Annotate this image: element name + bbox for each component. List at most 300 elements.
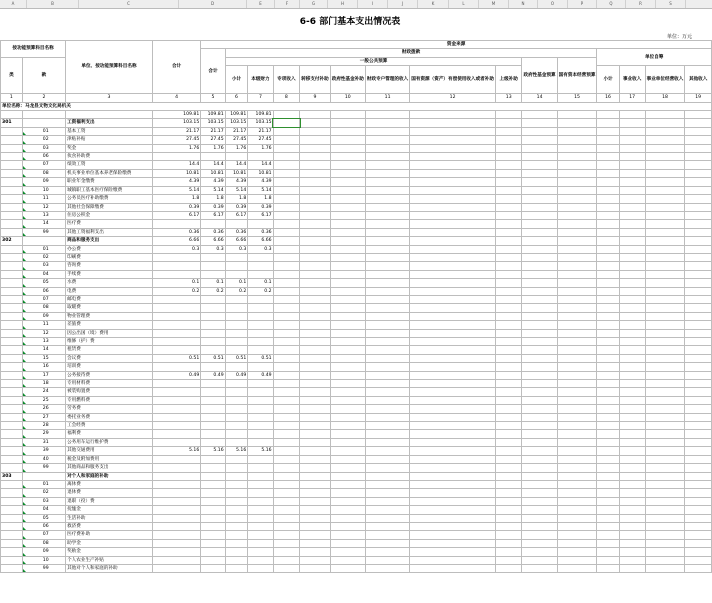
- value-cell[interactable]: 4.39: [225, 178, 248, 186]
- lei-cell[interactable]: 301: [1, 119, 23, 127]
- empty-cell[interactable]: [300, 220, 331, 228]
- value-cell[interactable]: 0.2: [225, 287, 248, 295]
- value-cell[interactable]: [152, 220, 200, 228]
- empty-cell[interactable]: [522, 245, 557, 253]
- lei-cell[interactable]: [1, 287, 23, 295]
- empty-cell[interactable]: [522, 161, 557, 169]
- value-cell[interactable]: [248, 363, 273, 371]
- lei-cell[interactable]: [1, 480, 23, 488]
- empty-cell[interactable]: [645, 438, 685, 446]
- name-cell[interactable]: 被装购置费: [66, 388, 153, 396]
- empty-cell[interactable]: [557, 480, 597, 488]
- index-cell[interactable]: 16: [597, 94, 619, 102]
- value-cell[interactable]: 21.17: [248, 127, 273, 135]
- empty-cell[interactable]: [410, 253, 496, 261]
- empty-cell[interactable]: [597, 245, 619, 253]
- value-cell[interactable]: [225, 153, 248, 161]
- empty-cell[interactable]: [645, 136, 685, 144]
- index-cell[interactable]: 7: [248, 94, 273, 102]
- empty-cell[interactable]: [273, 548, 300, 556]
- value-cell[interactable]: [248, 539, 273, 547]
- lei-cell[interactable]: [1, 489, 23, 497]
- empty-cell[interactable]: [522, 455, 557, 463]
- empty-cell[interactable]: [645, 287, 685, 295]
- empty-cell[interactable]: [330, 548, 365, 556]
- name-cell[interactable]: 奖励金: [66, 548, 153, 556]
- column-letter[interactable]: A: [0, 0, 27, 8]
- empty-cell[interactable]: [597, 371, 619, 379]
- empty-cell[interactable]: [685, 338, 712, 346]
- empty-cell[interactable]: [300, 455, 331, 463]
- empty-cell[interactable]: [365, 178, 409, 186]
- lei-cell[interactable]: [1, 371, 23, 379]
- empty-cell[interactable]: [410, 489, 496, 497]
- empty-cell[interactable]: [685, 346, 712, 354]
- value-cell[interactable]: [152, 531, 200, 539]
- lei-cell[interactable]: [1, 564, 23, 572]
- empty-cell[interactable]: [365, 380, 409, 388]
- empty-cell[interactable]: [330, 522, 365, 530]
- empty-cell[interactable]: [619, 422, 645, 430]
- empty-cell[interactable]: [365, 388, 409, 396]
- empty-cell[interactable]: [273, 564, 300, 572]
- empty-cell[interactable]: [597, 430, 619, 438]
- value-cell[interactable]: 1.8: [225, 195, 248, 203]
- empty-cell[interactable]: [300, 312, 331, 320]
- value-cell[interactable]: 0.3: [225, 245, 248, 253]
- lei-cell[interactable]: [1, 464, 23, 472]
- empty-cell[interactable]: [557, 203, 597, 211]
- value-cell[interactable]: 0.51: [152, 354, 200, 362]
- lei-cell[interactable]: [1, 161, 23, 169]
- empty-cell[interactable]: [365, 304, 409, 312]
- empty-cell[interactable]: [685, 220, 712, 228]
- index-cell[interactable]: 2: [22, 94, 65, 102]
- value-cell[interactable]: [248, 304, 273, 312]
- empty-cell[interactable]: [330, 480, 365, 488]
- kuan-cell[interactable]: 09: [22, 178, 65, 186]
- kuan-cell[interactable]: 07: [22, 531, 65, 539]
- empty-cell[interactable]: [365, 321, 409, 329]
- name-cell[interactable]: 维修（护）费: [66, 338, 153, 346]
- empty-cell[interactable]: [685, 363, 712, 371]
- empty-cell[interactable]: [645, 388, 685, 396]
- name-cell[interactable]: 助学金: [66, 539, 153, 547]
- value-cell[interactable]: [152, 346, 200, 354]
- empty-cell[interactable]: [273, 363, 300, 371]
- name-cell[interactable]: 对个人和家庭的补助: [66, 472, 153, 480]
- empty-cell[interactable]: [410, 127, 496, 135]
- empty-cell[interactable]: [330, 438, 365, 446]
- value-cell[interactable]: [225, 253, 248, 261]
- kuan-cell[interactable]: 14: [22, 220, 65, 228]
- empty-cell[interactable]: [273, 338, 300, 346]
- empty-cell[interactable]: [557, 396, 597, 404]
- empty-cell[interactable]: [522, 211, 557, 219]
- name-cell[interactable]: 委托业务费: [66, 413, 153, 421]
- kuan-cell[interactable]: 15: [22, 354, 65, 362]
- empty-cell[interactable]: [330, 405, 365, 413]
- value-cell[interactable]: [201, 321, 225, 329]
- value-cell[interactable]: 0.39: [225, 203, 248, 211]
- name-cell[interactable]: 其他社会保障缴费: [66, 203, 153, 211]
- empty-cell[interactable]: [597, 455, 619, 463]
- kuan-cell[interactable]: 03: [22, 144, 65, 152]
- empty-cell[interactable]: [410, 321, 496, 329]
- empty-cell[interactable]: [597, 186, 619, 194]
- value-cell[interactable]: [201, 455, 225, 463]
- empty-cell[interactable]: [410, 237, 496, 245]
- empty-cell[interactable]: [645, 472, 685, 480]
- name-cell[interactable]: 邮电费: [66, 295, 153, 303]
- empty-cell[interactable]: [645, 539, 685, 547]
- empty-cell[interactable]: [645, 405, 685, 413]
- empty-cell[interactable]: [273, 480, 300, 488]
- empty-cell[interactable]: [597, 522, 619, 530]
- empty-cell[interactable]: [685, 237, 712, 245]
- empty-cell[interactable]: [522, 304, 557, 312]
- empty-cell[interactable]: [273, 253, 300, 261]
- empty-cell[interactable]: [619, 396, 645, 404]
- empty-cell[interactable]: [522, 564, 557, 572]
- value-cell[interactable]: 27.45: [152, 136, 200, 144]
- empty-cell[interactable]: [597, 220, 619, 228]
- empty-cell[interactable]: [522, 262, 557, 270]
- value-cell[interactable]: 4.39: [201, 178, 225, 186]
- empty-cell[interactable]: [597, 153, 619, 161]
- kuan-cell[interactable]: [22, 119, 65, 127]
- empty-cell[interactable]: [273, 270, 300, 278]
- value-cell[interactable]: [152, 363, 200, 371]
- empty-cell[interactable]: [645, 127, 685, 135]
- empty-cell[interactable]: [273, 489, 300, 497]
- empty-cell[interactable]: [365, 506, 409, 514]
- value-cell[interactable]: 6.66: [248, 237, 273, 245]
- empty-cell[interactable]: [273, 388, 300, 396]
- empty-cell[interactable]: [522, 287, 557, 295]
- kuan-cell[interactable]: 13: [22, 338, 65, 346]
- kuan-cell[interactable]: 14: [22, 346, 65, 354]
- empty-cell[interactable]: [410, 270, 496, 278]
- empty-cell[interactable]: [597, 396, 619, 404]
- empty-cell[interactable]: [273, 304, 300, 312]
- empty-cell[interactable]: [685, 287, 712, 295]
- value-cell[interactable]: 5.14: [248, 186, 273, 194]
- empty-cell[interactable]: [619, 312, 645, 320]
- empty-cell[interactable]: [495, 153, 522, 161]
- value-cell[interactable]: [248, 422, 273, 430]
- empty-cell[interactable]: [495, 380, 522, 388]
- empty-cell[interactable]: [273, 556, 300, 564]
- kuan-cell[interactable]: 39: [22, 447, 65, 455]
- empty-cell[interactable]: [273, 195, 300, 203]
- kuan-cell[interactable]: 28: [22, 422, 65, 430]
- empty-cell[interactable]: [645, 195, 685, 203]
- empty-cell[interactable]: [410, 153, 496, 161]
- empty-cell[interactable]: [273, 111, 300, 119]
- empty-cell[interactable]: [330, 195, 365, 203]
- value-cell[interactable]: 103.15: [201, 119, 225, 127]
- empty-cell[interactable]: [410, 228, 496, 236]
- value-cell[interactable]: [225, 539, 248, 547]
- empty-cell[interactable]: [410, 430, 496, 438]
- empty-cell[interactable]: [522, 119, 557, 127]
- empty-cell[interactable]: [619, 438, 645, 446]
- value-cell[interactable]: 14.4: [152, 161, 200, 169]
- empty-cell[interactable]: [597, 270, 619, 278]
- empty-cell[interactable]: [685, 489, 712, 497]
- empty-cell[interactable]: [597, 464, 619, 472]
- kuan-cell[interactable]: 99: [22, 464, 65, 472]
- empty-cell[interactable]: [410, 312, 496, 320]
- empty-cell[interactable]: [300, 287, 331, 295]
- empty-cell[interactable]: [410, 564, 496, 572]
- empty-cell[interactable]: [410, 354, 496, 362]
- empty-cell[interactable]: [597, 346, 619, 354]
- empty-cell[interactable]: [330, 371, 365, 379]
- empty-cell[interactable]: [557, 169, 597, 177]
- value-cell[interactable]: 1.8: [248, 195, 273, 203]
- kuan-cell[interactable]: 99: [22, 228, 65, 236]
- empty-cell[interactable]: [619, 270, 645, 278]
- empty-cell[interactable]: [685, 228, 712, 236]
- value-cell[interactable]: [201, 312, 225, 320]
- empty-cell[interactable]: [685, 405, 712, 413]
- column-letter[interactable]: I: [358, 0, 388, 8]
- lei-cell[interactable]: [1, 396, 23, 404]
- value-cell[interactable]: 0.2: [201, 287, 225, 295]
- empty-cell[interactable]: [522, 253, 557, 261]
- value-cell[interactable]: [248, 329, 273, 337]
- value-cell[interactable]: [201, 539, 225, 547]
- empty-cell[interactable]: [273, 539, 300, 547]
- index-cell[interactable]: 14: [522, 94, 557, 102]
- value-cell[interactable]: 1.76: [152, 144, 200, 152]
- empty-cell[interactable]: [365, 169, 409, 177]
- empty-cell[interactable]: [495, 329, 522, 337]
- empty-cell[interactable]: [495, 564, 522, 572]
- value-cell[interactable]: [225, 338, 248, 346]
- empty-cell[interactable]: [330, 111, 365, 119]
- kuan-cell[interactable]: 24: [22, 388, 65, 396]
- empty-cell[interactable]: [557, 413, 597, 421]
- value-cell[interactable]: [248, 438, 273, 446]
- empty-cell[interactable]: [522, 556, 557, 564]
- empty-cell[interactable]: [410, 136, 496, 144]
- empty-cell[interactable]: [273, 295, 300, 303]
- empty-cell[interactable]: [330, 497, 365, 505]
- empty-cell[interactable]: [685, 169, 712, 177]
- empty-cell[interactable]: [273, 262, 300, 270]
- empty-cell[interactable]: [619, 211, 645, 219]
- value-cell[interactable]: 0.39: [248, 203, 273, 211]
- empty-cell[interactable]: [495, 262, 522, 270]
- value-cell[interactable]: [152, 413, 200, 421]
- value-cell[interactable]: 10.81: [248, 169, 273, 177]
- empty-cell[interactable]: [300, 245, 331, 253]
- value-cell[interactable]: 10.81: [201, 169, 225, 177]
- empty-cell[interactable]: [365, 522, 409, 530]
- empty-cell[interactable]: [365, 119, 409, 127]
- value-cell[interactable]: [201, 497, 225, 505]
- empty-cell[interactable]: [645, 203, 685, 211]
- value-cell[interactable]: [152, 295, 200, 303]
- value-cell[interactable]: 0.3: [201, 245, 225, 253]
- empty-cell[interactable]: [365, 203, 409, 211]
- empty-cell[interactable]: [365, 514, 409, 522]
- empty-cell[interactable]: [365, 329, 409, 337]
- value-cell[interactable]: 1.8: [152, 195, 200, 203]
- empty-cell[interactable]: [597, 447, 619, 455]
- empty-cell[interactable]: [365, 564, 409, 572]
- value-cell[interactable]: [248, 346, 273, 354]
- empty-cell[interactable]: [410, 119, 496, 127]
- empty-cell[interactable]: [300, 548, 331, 556]
- value-cell[interactable]: [152, 489, 200, 497]
- empty-cell[interactable]: [273, 371, 300, 379]
- empty-cell[interactable]: [522, 228, 557, 236]
- value-cell[interactable]: [152, 405, 200, 413]
- value-cell[interactable]: [225, 522, 248, 530]
- empty-cell[interactable]: [645, 338, 685, 346]
- empty-cell[interactable]: [365, 338, 409, 346]
- empty-cell[interactable]: [685, 396, 712, 404]
- empty-cell[interactable]: [597, 253, 619, 261]
- empty-cell[interactable]: [330, 506, 365, 514]
- value-cell[interactable]: [225, 396, 248, 404]
- empty-cell[interactable]: [330, 270, 365, 278]
- value-cell[interactable]: [225, 422, 248, 430]
- empty-cell[interactable]: [557, 119, 597, 127]
- empty-cell[interactable]: [557, 329, 597, 337]
- kuan-cell[interactable]: 31: [22, 438, 65, 446]
- empty-cell[interactable]: [557, 161, 597, 169]
- lei-cell[interactable]: [1, 413, 23, 421]
- empty-cell[interactable]: [557, 195, 597, 203]
- name-cell[interactable]: 福利费: [66, 430, 153, 438]
- name-cell[interactable]: 取暖费: [66, 304, 153, 312]
- name-cell[interactable]: 培训费: [66, 363, 153, 371]
- column-letter[interactable]: P: [568, 0, 597, 8]
- empty-cell[interactable]: [685, 203, 712, 211]
- value-cell[interactable]: [201, 522, 225, 530]
- name-cell[interactable]: 专用材料费: [66, 380, 153, 388]
- empty-cell[interactable]: [365, 270, 409, 278]
- empty-cell[interactable]: [300, 380, 331, 388]
- empty-cell[interactable]: [410, 338, 496, 346]
- empty-cell[interactable]: [300, 539, 331, 547]
- value-cell[interactable]: [225, 262, 248, 270]
- kuan-cell[interactable]: 09: [22, 312, 65, 320]
- value-cell[interactable]: [225, 464, 248, 472]
- empty-cell[interactable]: [645, 279, 685, 287]
- empty-cell[interactable]: [557, 497, 597, 505]
- empty-cell[interactable]: [645, 253, 685, 261]
- empty-cell[interactable]: [597, 480, 619, 488]
- value-cell[interactable]: [152, 312, 200, 320]
- empty-cell[interactable]: [557, 464, 597, 472]
- value-cell[interactable]: [248, 556, 273, 564]
- empty-cell[interactable]: [619, 497, 645, 505]
- value-cell[interactable]: [248, 531, 273, 539]
- kuan-cell[interactable]: 01: [22, 480, 65, 488]
- empty-cell[interactable]: [273, 531, 300, 539]
- empty-cell[interactable]: [522, 514, 557, 522]
- empty-cell[interactable]: [330, 422, 365, 430]
- empty-cell[interactable]: [619, 447, 645, 455]
- name-cell[interactable]: 税金及附加费用: [66, 455, 153, 463]
- empty-cell[interactable]: [597, 531, 619, 539]
- empty-cell[interactable]: [685, 245, 712, 253]
- value-cell[interactable]: [201, 363, 225, 371]
- empty-cell[interactable]: [330, 262, 365, 270]
- kuan-cell[interactable]: 10: [22, 186, 65, 194]
- empty-cell[interactable]: [365, 363, 409, 371]
- empty-cell[interactable]: [495, 447, 522, 455]
- empty-cell[interactable]: [330, 346, 365, 354]
- empty-cell[interactable]: [273, 136, 300, 144]
- value-cell[interactable]: 0.51: [225, 354, 248, 362]
- empty-cell[interactable]: [645, 144, 685, 152]
- empty-cell[interactable]: [273, 169, 300, 177]
- column-letter[interactable]: H: [328, 0, 358, 8]
- empty-cell[interactable]: [645, 161, 685, 169]
- empty-cell[interactable]: [410, 380, 496, 388]
- value-cell[interactable]: [248, 388, 273, 396]
- empty-cell[interactable]: [619, 186, 645, 194]
- value-cell[interactable]: 0.49: [248, 371, 273, 379]
- value-cell[interactable]: 6.17: [152, 211, 200, 219]
- empty-cell[interactable]: [300, 354, 331, 362]
- value-cell[interactable]: 21.17: [152, 127, 200, 135]
- empty-cell[interactable]: [300, 195, 331, 203]
- empty-cell[interactable]: [597, 295, 619, 303]
- lei-cell[interactable]: [1, 178, 23, 186]
- empty-cell[interactable]: [645, 262, 685, 270]
- empty-cell[interactable]: [557, 514, 597, 522]
- value-cell[interactable]: [201, 304, 225, 312]
- empty-cell[interactable]: [273, 119, 300, 127]
- empty-cell[interactable]: [330, 321, 365, 329]
- empty-cell[interactable]: [557, 228, 597, 236]
- column-letter[interactable]: O: [538, 0, 568, 8]
- value-cell[interactable]: [225, 363, 248, 371]
- empty-cell[interactable]: [495, 371, 522, 379]
- lei-cell[interactable]: [1, 245, 23, 253]
- lei-cell[interactable]: [1, 405, 23, 413]
- value-cell[interactable]: [201, 438, 225, 446]
- empty-cell[interactable]: [330, 220, 365, 228]
- kuan-cell[interactable]: 02: [22, 136, 65, 144]
- empty-cell[interactable]: [410, 111, 496, 119]
- lei-cell[interactable]: [1, 363, 23, 371]
- empty-cell[interactable]: [522, 127, 557, 135]
- value-cell[interactable]: 0.39: [201, 203, 225, 211]
- empty-cell[interactable]: [685, 413, 712, 421]
- empty-cell[interactable]: [557, 270, 597, 278]
- empty-cell[interactable]: [495, 430, 522, 438]
- empty-cell[interactable]: [619, 338, 645, 346]
- lei-cell[interactable]: [1, 262, 23, 270]
- empty-cell[interactable]: [273, 161, 300, 169]
- value-cell[interactable]: 1.8: [201, 195, 225, 203]
- empty-cell[interactable]: [597, 380, 619, 388]
- empty-cell[interactable]: [410, 195, 496, 203]
- empty-cell[interactable]: [645, 321, 685, 329]
- empty-cell[interactable]: [410, 262, 496, 270]
- empty-cell[interactable]: [495, 388, 522, 396]
- empty-cell[interactable]: [300, 211, 331, 219]
